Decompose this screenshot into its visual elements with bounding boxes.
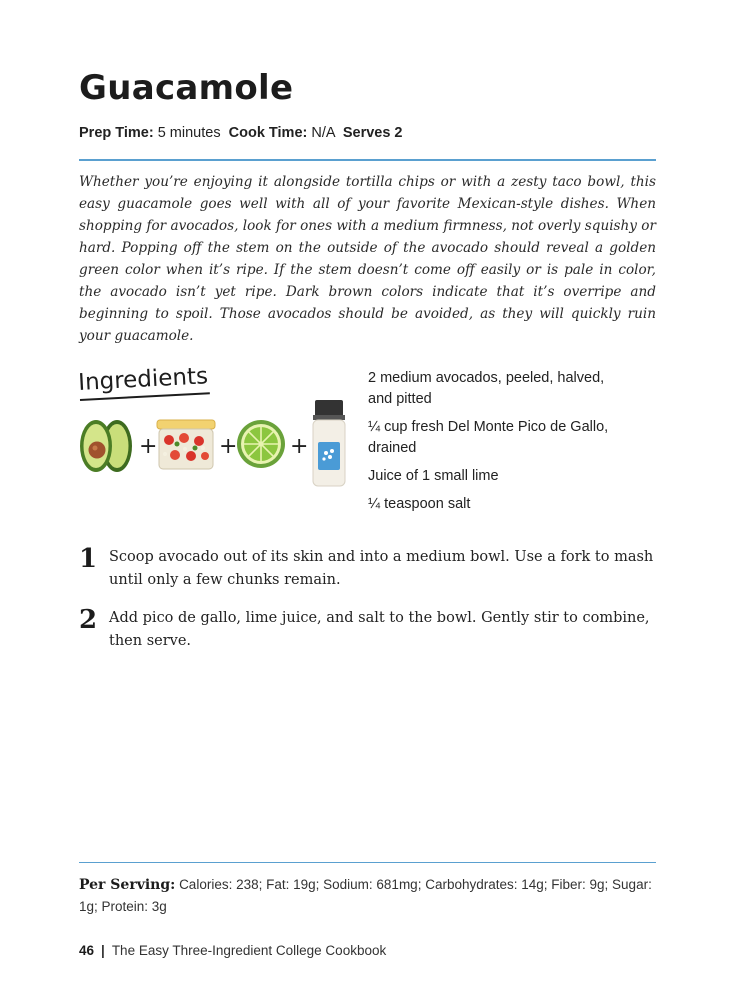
ingredient-list — [368, 368, 618, 522]
step-text: Add pico de gallo, lime juice, and salt to the bowl. Gently stir to combine, then serve. — [109, 610, 650, 649]
step-text: Scoop avocado out of its skin and into a medium bowl. Use a fork to mash until only a few chunks remain. — [109, 549, 654, 588]
ingredient-item: Juice of 1 small lime — [368, 468, 499, 484]
ingredient-item: 2 medium avocados, peeled, halved, and pitted — [368, 370, 605, 407]
cook-time-label: Cook Time: — [228, 125, 308, 141]
cook-time-value: N/A — [311, 125, 335, 141]
nutrition-label: Per Serving: — [79, 877, 176, 893]
recipe-title: Guacamole — [79, 68, 294, 108]
page-number: 46 — [79, 943, 95, 958]
serves-label: Serves 2 — [342, 125, 403, 141]
prep-time-value: 5 minutes — [157, 125, 221, 141]
nutrition-values: Calories: 238; Fat: 19g; Sodium: 681mg; Carbohydrates: 14g; Fiber: 9g; Sugar: 1g; Protein: 3g — [79, 877, 652, 914]
plus-sign-3: + — [290, 434, 309, 459]
step-number: 2 — [79, 605, 98, 635]
page-footer — [79, 943, 386, 958]
footer-separator: | — [101, 943, 105, 958]
recipe-meta — [79, 125, 403, 141]
plus-sign-1: + — [139, 434, 158, 459]
pico-de-gallo-icon — [157, 420, 215, 469]
nutrition-divider — [79, 862, 656, 863]
prep-time-label: Prep Time: — [79, 125, 154, 141]
step-number: 1 — [79, 544, 98, 574]
ingredient-item: ¼ teaspoon salt — [368, 496, 471, 512]
recipe-intro: Whether you’re enjoying it alongside tortilla chips or with a zesty taco bowl, this easy guacamole goes well with all of your favorite Mexican-style dishes. When shopping for avocados, look for ones with a medium firmness, not overly squishy or hard. Popping off the stem on the outside of the avocado should reveal a golden green color when it’s ripe. If the stem doesn’t come off easily or is pale in color, the avocado isn’t yet ripe. Dark brown colors indicate that it’s overripe and beginning to spoil. Those avocados should be avoided, as they will quickly ruin your guacamole. — [79, 174, 656, 344]
ingredient-icons — [77, 398, 352, 490]
title-divider — [79, 159, 656, 161]
salt-shaker-icon — [313, 400, 345, 486]
book-title: The Easy Three-Ingredient College Cookbook — [111, 943, 387, 958]
nutrition-info — [79, 874, 656, 917]
avocado-icon — [80, 420, 132, 472]
plus-sign-2: + — [219, 434, 238, 459]
ingredient-item: ¼ cup fresh Del Monte Pico de Gallo, drained — [368, 419, 609, 456]
ingredients-heading: Ingredients — [77, 363, 209, 396]
lime-icon — [237, 420, 285, 468]
